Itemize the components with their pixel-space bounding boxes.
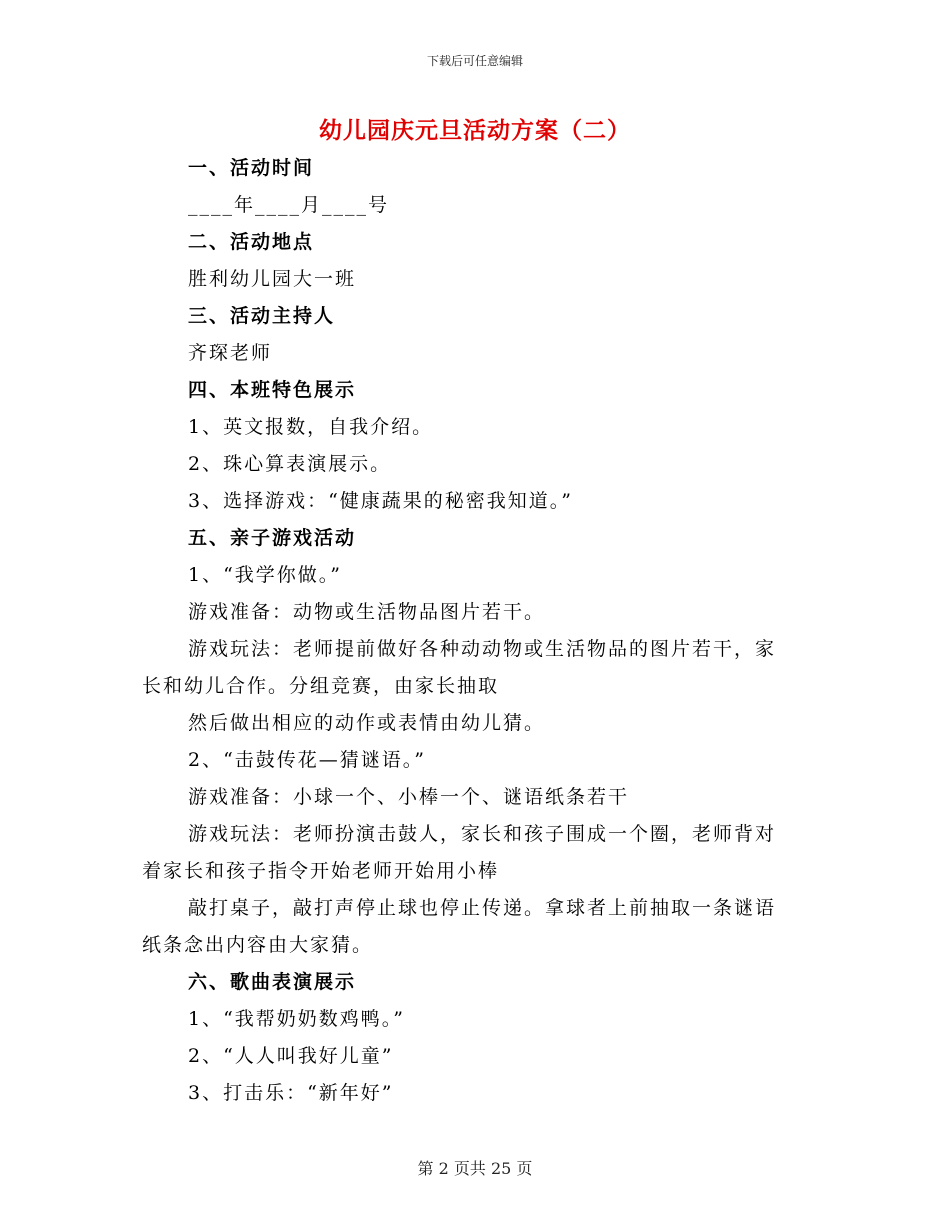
section-heading: 二、活动地点 <box>188 231 315 253</box>
body-line: 2、“击鼓传花—猜谜语。” <box>188 749 427 771</box>
body-line: ____年____月____号 <box>188 194 390 216</box>
body-line: 游戏准备：动物或生活物品图片若干。 <box>188 601 546 623</box>
page-header: 下载后可任意编辑 <box>426 54 523 68</box>
body-line: 着家长和孩子指令开始老师开始用小棒 <box>142 860 500 882</box>
body-line: 敲打桌子，敲打声停止球也停止传递。拿球者上前抽取一条谜语 <box>188 897 777 919</box>
document-title: 幼儿园庆元旦活动方案（二） <box>319 118 631 144</box>
body-line: 齐琛老师 <box>188 342 273 364</box>
body-line: 2、“人人叫我好儿童” <box>188 1045 394 1067</box>
body-line: 3、打击乐：“新年好” <box>188 1082 394 1104</box>
body-line: 1、“我帮奶奶数鸡鸭。” <box>188 1008 406 1030</box>
section-heading: 一、活动时间 <box>188 157 315 179</box>
body-line: 1、“我学你做。” <box>188 564 343 586</box>
body-line: 游戏玩法：老师提前做好各种动动物或生活物品的图片若干，家 <box>188 638 777 660</box>
page-footer: 第 2 页共 25 页 <box>417 1159 533 1178</box>
body-line: 纸条念出内容由大家猜。 <box>142 934 374 956</box>
section-heading: 六、歌曲表演展示 <box>188 971 357 993</box>
body-line: 2、珠心算表演展示。 <box>188 453 392 475</box>
section-heading: 四、本班特色展示 <box>188 379 357 401</box>
body-line: 3、选择游戏：“健康蔬果的秘密我知道。” <box>188 490 574 512</box>
section-heading: 五、亲子游戏活动 <box>188 527 357 549</box>
body-line: 游戏准备：小球一个、小棒一个、谜语纸条若干 <box>188 786 630 808</box>
document-body <box>142 150 802 1112</box>
body-line: 长和幼儿合作。分组竞赛，由家长抽取 <box>142 675 500 697</box>
section-heading: 三、活动主持人 <box>188 305 336 327</box>
body-line: 1、英文报数，自我介绍。 <box>188 416 434 438</box>
body-line: 游戏玩法：老师扮演击鼓人，家长和孩子围成一个圈，老师背对 <box>188 823 777 845</box>
body-line: 胜利幼儿园大一班 <box>188 268 357 290</box>
body-line: 然后做出相应的动作或表情由幼儿猜。 <box>188 712 546 734</box>
